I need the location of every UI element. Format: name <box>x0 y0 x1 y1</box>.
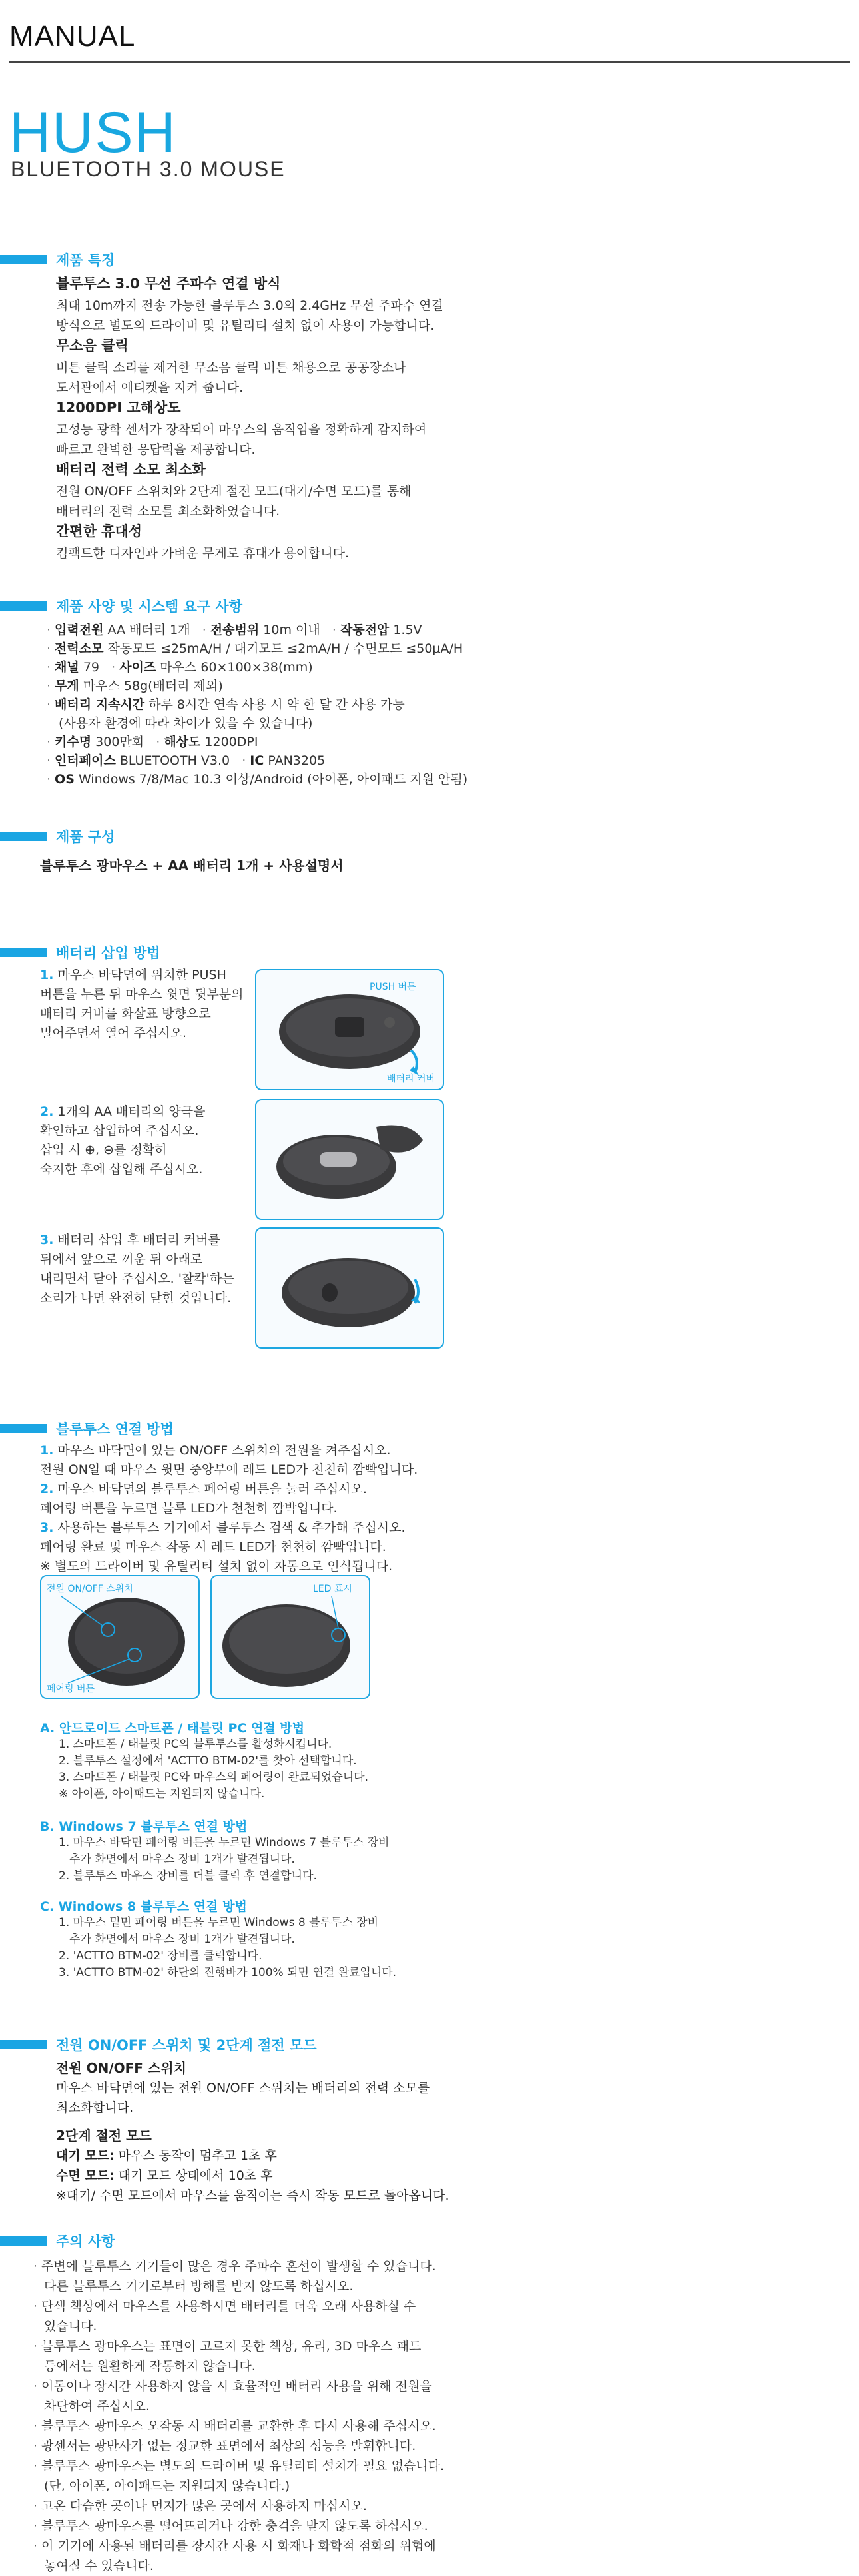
windows8-steps: 1. 마우스 밑면 페어링 버튼을 누르면 Windows 8 블루투스 장비 추가 화면에서 마우스 장비 1개가 발견됩니다. 2. 'ACTTO BTM-02' 장비를 클릭합니다. 3. 'ACTTO BTM-02' 하단의 진행바가 100% 되면 연결 완료입니다. <box>59 1916 397 1979</box>
android-heading: A. 안드로이드 스마트폰 / 태블릿 PC 연결 방법 <box>40 1721 305 1736</box>
battery-step-2: 2. 1개의 AA 배터리의 양극을 확인하고 삽입하여 주십시오. 삽입 시 ⊕, ⊖를 정확히 숙지한 후에 삽입해 주십시오. <box>40 1104 206 1177</box>
section-bar <box>0 2236 47 2246</box>
section-title: 제품 구성 <box>56 829 115 845</box>
components-text: 블루투스 광마우스 + AA 배터리 1개 + 사용설명서 <box>40 858 344 874</box>
mouse-closed-image <box>256 1229 443 1347</box>
spec-row: · OS Windows 7/8/Mac 10.3 이상/Android (아이폰, 아이패드 지원 안됨) <box>47 770 646 789</box>
spec-list <box>47 621 646 789</box>
section-bar <box>0 2040 47 2049</box>
feature-text: 최대 10m까지 전송 가능한 블루투스 3.0의 2.4GHz 무선 주파수 연결 <box>56 298 443 313</box>
caution-line: · 블루투스 광마우스를 떨어뜨리거나 강한 충격을 받지 않도록 하십시오. <box>33 2516 473 2536</box>
feature-heading: 1200DPI 고해상도 <box>56 400 181 416</box>
section-caution-header <box>0 2228 115 2254</box>
spec-row: (사용자 환경에 따라 차이가 있을 수 있습니다) <box>59 716 313 731</box>
feature-item <box>56 521 455 563</box>
spec-row: · 배터리 지속시간 하루 8시간 연속 사용 시 약 한 달 간 사용 가능 <box>47 695 646 714</box>
manual-label: MANUAL <box>9 20 136 53</box>
feature-text: 버튼 클릭 소리를 제거한 무소음 클릭 버튼 채용으로 공공장소나 <box>56 360 406 375</box>
android-connection <box>40 1718 506 1803</box>
feature-item <box>56 459 455 521</box>
caution-line: · 이동이나 장시간 사용하지 않을 시 효율적인 배터리 사용을 위해 전원을 <box>33 2376 473 2396</box>
feature-heading: 간편한 휴대성 <box>56 523 143 539</box>
section-title: 제품 사양 및 시스템 요구 사항 <box>56 599 242 615</box>
caution-line: 다른 블루투스 기기로부터 방해를 받지 않도록 하십시오. <box>44 2279 354 2294</box>
caution-line: 있습니다. <box>44 2319 97 2334</box>
standby-mode: 대기 모드: 마우스 동작이 멈추고 1초 후 <box>56 2148 277 2163</box>
feature-text: 고성능 광학 센서가 장착되어 마우스의 움직임을 정확하게 감지하여 <box>56 422 427 437</box>
feature-heading: 블루투스 3.0 무선 주파수 연결 방식 <box>56 276 281 292</box>
power-switch-text: 마우스 바닥면에 있는 전원 ON/OFF 스위치는 배터리의 전력 소모를 <box>56 2081 430 2095</box>
spec-row: · 무게 마우스 58g(배터리 제외) <box>47 677 646 695</box>
battery-photo-3 <box>255 1227 444 1349</box>
mouse-open-image <box>256 1100 443 1219</box>
feature-text: 전원 ON/OFF 스위치와 2단계 절전 모드(대기/수면 모드)를 통해 <box>56 484 412 499</box>
caution-line: · 광센서는 광반사가 없는 정교한 표면에서 최상의 성능을 발휘합니다. <box>33 2436 473 2456</box>
section-title: 제품 특징 <box>56 252 115 268</box>
product-subtitle: BLUETOOTH 3.0 MOUSE <box>11 157 286 181</box>
power-note: ※대기/ 수면 모드에서 마우스를 움직이는 즉시 작동 모드로 돌아옵니다. <box>56 2188 449 2203</box>
windows7-heading: B. Windows 7 블루투스 연결 방법 <box>40 1819 248 1834</box>
push-button-label: PUSH 버튼 <box>370 982 416 992</box>
feature-item <box>56 335 455 398</box>
header-divider <box>9 61 850 63</box>
feature-heading: 무소음 클릭 <box>56 338 129 354</box>
section-power-header <box>0 2031 317 2058</box>
feature-item <box>56 397 455 460</box>
caution-line: · 이 기기에 사용된 배터리를 장시간 사용 시 화재나 화학적 점화의 위험에 <box>33 2536 473 2556</box>
power-switch-label: 전원 ON/OFF 스위치 <box>47 1584 133 1594</box>
android-steps: 1. 스마트폰 / 태블릿 PC의 블루투스를 활성화시킵니다. 2. 블루투스 설정에서 'ACTTO BTM-02'를 찾아 선택합니다. 3. 스마트폰 / 태블릿 PC와 마우스의 페어링이 완료되었습니다. ※ 아이폰, 아이패드는 지원되지 않습니다. <box>59 1738 369 1801</box>
caution-list <box>33 2256 473 2576</box>
feature-text: 빠르고 완벽한 응답력을 제공합니다. <box>56 442 256 457</box>
windows8-heading: C. Windows 8 블루투스 연결 방법 <box>40 1899 247 1914</box>
spec-row: · 채널 79 · 사이즈 마우스 60×100×38(mm) <box>47 658 646 677</box>
pairing-button-label: 페어링 버튼 <box>47 1684 95 1694</box>
section-bar <box>0 832 47 841</box>
product-name: HUSH <box>9 101 177 164</box>
section-title: 배터리 삽입 방법 <box>56 945 160 961</box>
bluetooth-steps: 1. 마우스 바닥면에 있는 ON/OFF 스위치의 전원을 켜주십시오. 전원 ON일 때 마우스 윗면 중앙부에 레드 LED가 천천히 깜빡입니다. 2. 마우스 바닥면의 블루투스 페어링 버튼을 눌러 주십시오. 페어링 버튼을 누르면 블루 LED가 천천히 깜박입니다. 3. 사용하는 블루투스 기기에서 블루투스 검색 & 추가해 주십시오. 페어링 완료 및 마우스 작동 시 레드 LED가 천천히 깜빡입니다. ※ 별도의 드라이버 및 유틸리티 설치 없이 자동으로 인식됩니다. <box>40 1443 418 1574</box>
caution-line: 등에서는 원활하게 작동하지 않습니다. <box>44 2359 256 2374</box>
power-switch-heading: 전원 ON/OFF 스위치 <box>56 2060 186 2076</box>
sleep-mode-heading: 2단계 절전 모드 <box>56 2128 152 2144</box>
sleep-mode: 수면 모드: 대기 모드 상태에서 10초 후 <box>56 2168 273 2183</box>
spec-row: · 전력소모 작동모드 ≤25mA/H / 대기모드 ≤2mA/H / 수면모드 ≤50μA/H <box>47 639 646 658</box>
feature-text: 컴팩트한 디자인과 가벼운 무게로 휴대가 용이합니다. <box>56 546 350 561</box>
section-bar <box>0 255 47 264</box>
power-switch-text: 최소화합니다. <box>56 2100 134 2115</box>
feature-item <box>56 273 455 336</box>
section-bar <box>0 948 47 957</box>
led-label: LED 표시 <box>313 1584 352 1594</box>
windows8-connection <box>40 1897 506 1981</box>
windows7-steps: 1. 마우스 바닥면 페어링 버튼을 누르면 Windows 7 블루투스 장비 추가 화면에서 마우스 장비 1개가 발견됩니다. 2. 블루투스 마우스 장비를 더블 클릭 후 연결합니다. <box>59 1836 390 1883</box>
caution-line: · 블루투스 광마우스는 표면이 고르지 못한 책상, 유리, 3D 마우스 패드 <box>33 2336 473 2356</box>
windows7-connection <box>40 1817 506 1885</box>
feature-text: 도서관에서 에티켓을 지켜 줍니다. <box>56 380 244 395</box>
feature-heading: 배터리 전력 소모 최소화 <box>56 462 206 478</box>
battery-step-1: 1. 마우스 바닥면에 위치한 PUSH 버튼을 누른 뒤 마우스 윗면 뒷부분의 배터리 커버를 화살표 방향으로 밀어주면서 열어 주십시오. <box>40 968 244 1040</box>
battery-photo-1 <box>255 969 444 1090</box>
section-bluetooth-header <box>0 1415 174 1442</box>
caution-line: · 고온 다습한 곳이나 먼지가 많은 곳에서 사용하지 마십시오. <box>33 2496 473 2516</box>
section-title: 전원 ON/OFF 스위치 및 2단계 절전 모드 <box>56 2037 317 2053</box>
spec-row: · 입력전원 AA 배터리 1개 · 전송범위 10m 이내 · 작동전압 1.5V <box>47 621 646 639</box>
caution-line: · 블루투스 광마우스는 별도의 드라이버 및 유틸리티 설치가 필요 없습니다. <box>33 2456 473 2476</box>
battery-cover-label: 배터리 커버 <box>387 1074 435 1084</box>
bluetooth-photo-top <box>210 1575 370 1699</box>
section-battery-header <box>0 939 160 966</box>
spec-row: · 키수명 300만회 · 해상도 1200DPI <box>47 733 646 751</box>
caution-line: 차단하여 주십시오. <box>44 2399 150 2414</box>
battery-step-3: 3. 배터리 삽입 후 배터리 커버를 뒤에서 앞으로 끼운 뒤 아래로 내리면서 닫아 주십시오. '찰칵'하는 소리가 나면 완전히 닫힌 것입니다. <box>40 1233 234 1305</box>
section-features-header <box>0 246 115 273</box>
caution-line: · 블루투스 광마우스 오작동 시 배터리를 교환한 후 다시 사용해 주십시오. <box>33 2416 473 2436</box>
feature-text: 방식으로 별도의 드라이버 및 유틸리티 설치 없이 사용이 가능합니다. <box>56 318 435 333</box>
spec-row: · 인터페이스 BLUETOOTH V3.0 · IC PAN3205 <box>47 751 646 770</box>
caution-line: 놓여질 수 있습니다. <box>44 2559 154 2573</box>
power-content <box>56 2058 522 2206</box>
caution-line: (단, 아이폰, 아이패드는 지원되지 않습니다.) <box>44 2479 290 2493</box>
section-bar <box>0 1424 47 1433</box>
caution-line: · 단색 책상에서 마우스를 사용하시면 배터리를 더욱 오래 사용하실 수 <box>33 2296 473 2316</box>
section-specs-header <box>0 593 242 619</box>
caution-line: · 주변에 블루투스 기기들이 많은 경우 주파수 혼선이 발생할 수 있습니다. <box>33 2256 473 2276</box>
section-components-header <box>0 823 115 850</box>
feature-text: 배터리의 전력 소모를 최소화하였습니다. <box>56 504 280 519</box>
section-title: 주의 사항 <box>56 2234 115 2250</box>
bluetooth-photo-bottom <box>40 1575 200 1699</box>
section-title: 블루투스 연결 방법 <box>56 1421 174 1437</box>
battery-photo-2 <box>255 1099 444 1220</box>
section-bar <box>0 601 47 611</box>
